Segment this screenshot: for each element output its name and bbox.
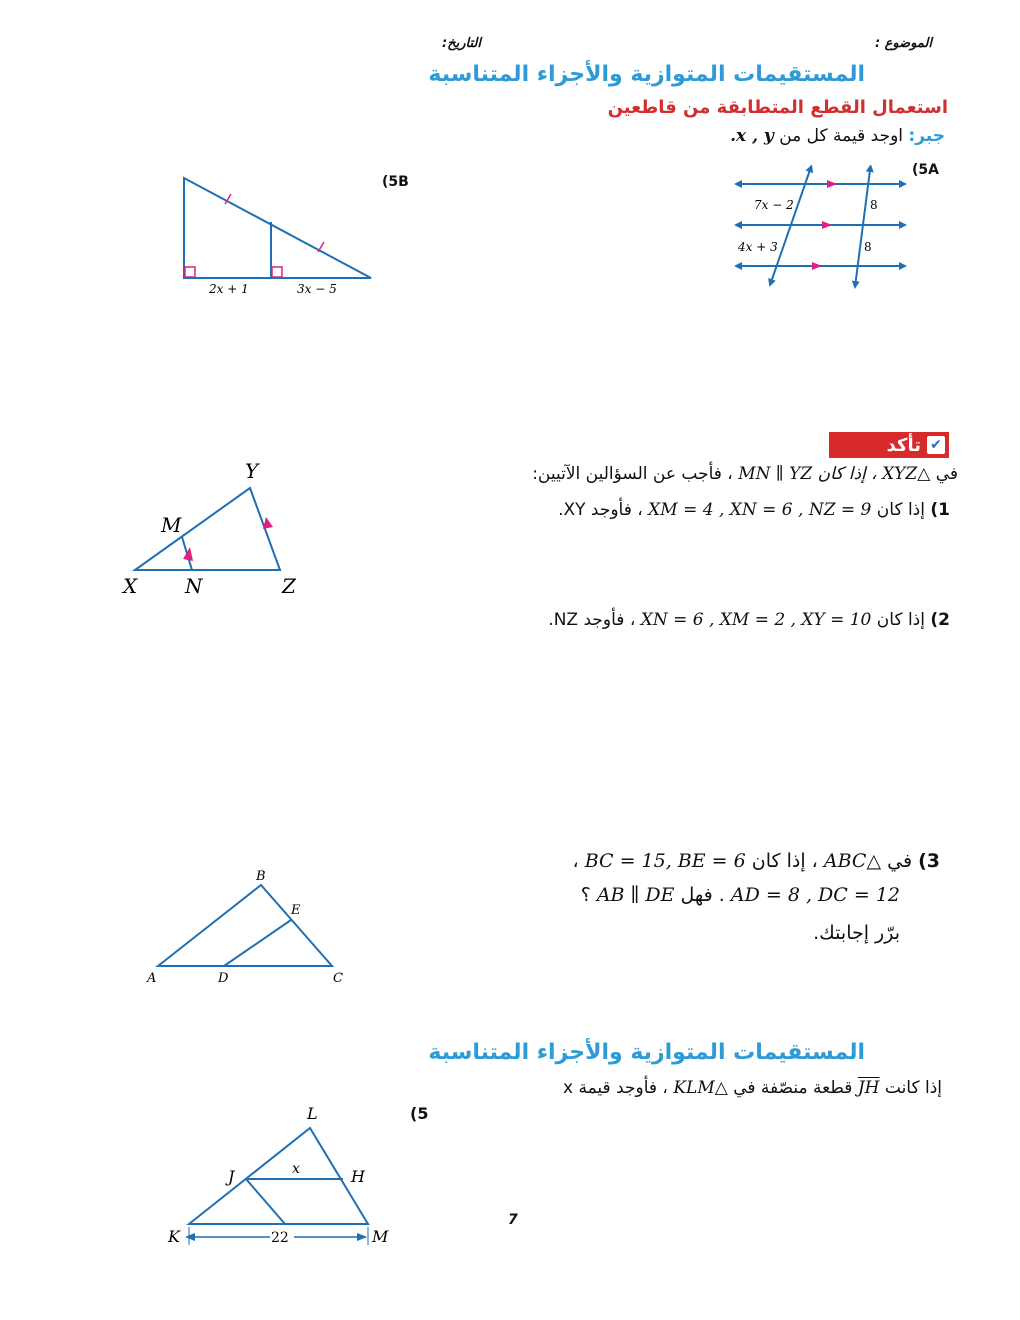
q3-line2-math2: AB ∥ DE (596, 884, 675, 906)
triangle-klm (189, 1128, 368, 1224)
section-title: المستقيمات المتوازية والأجزاء المتناسبة (428, 62, 865, 87)
section-subtitle: استعمال القطع المتطابقة من قاطعين (607, 97, 948, 118)
triangle-xyz (115, 455, 315, 600)
section-2-title: المستقيمات المتوازية والأجزاء المتناسبة (428, 1040, 865, 1065)
segment-de (224, 920, 291, 966)
exp-2x+1: 2x + 1 (209, 282, 249, 296)
question-3-line-2 (581, 884, 900, 906)
label-n: N (185, 574, 203, 598)
check-intro-pre: في (935, 464, 958, 484)
value-8-top: 8 (870, 198, 878, 212)
label-a: A (147, 971, 157, 986)
label-z: Z (282, 574, 296, 598)
q1-text: إذا كان (876, 500, 925, 520)
q1-number: 1) (930, 500, 950, 520)
s2-instruction-a: إذا كانت (884, 1078, 942, 1098)
q3-line2-b: ؟ (580, 884, 591, 906)
outer-triangle (184, 178, 371, 278)
q1-math: XM = 4 , XN = 6 , NZ = 9 (648, 500, 872, 520)
q3-line2-math: AD = 8 , DC = 12 (730, 884, 900, 906)
label-k: K (168, 1227, 180, 1246)
label-y: Y (245, 459, 259, 483)
figure-5b (175, 170, 380, 300)
s2-instruction-math2: △KLM (673, 1078, 728, 1098)
check-intro-math: △XYZ ، إذا كان MN ∥ YZ (738, 464, 931, 484)
exp-3x-5: 3x − 5 (297, 282, 337, 296)
check-intro-post: ، فأجب عن السؤالين الآتيين: (532, 464, 733, 484)
question-2 (548, 610, 950, 630)
label-m5: M (372, 1227, 389, 1246)
triangle-abc (140, 865, 350, 990)
figure-5a-label: (5A (912, 162, 939, 178)
figure-5b-label: (5B (382, 174, 409, 190)
check-badge-text: تأكد (886, 434, 921, 456)
q3-line1-b: ، إذا كان (751, 850, 818, 872)
q2-math: XN = 6 , XM = 2 , XY = 10 (640, 610, 872, 630)
figure-5 (160, 1095, 410, 1255)
q3-line1-a: في (887, 850, 913, 872)
parallel-arrow-3 (812, 262, 822, 270)
right-angle-1 (185, 267, 195, 277)
label-h: H (351, 1167, 365, 1186)
question-1 (558, 500, 950, 520)
question-3-line-1 (573, 850, 940, 872)
label-e: E (291, 903, 301, 918)
q3-number: 3) (918, 850, 940, 872)
s2-instruction-math: JH (857, 1078, 880, 1098)
figure-5-label: (5 (410, 1104, 429, 1123)
label-x: X (123, 574, 138, 598)
page-number: 7 (508, 1212, 518, 1228)
parallel-arrow-yz (263, 517, 273, 529)
q3-line1-math2: BC = 15, BE = 6 (584, 850, 746, 872)
algebra-instruction (730, 126, 945, 146)
label-d: D (218, 971, 229, 986)
label-c: C (333, 971, 343, 986)
exp-4x+3: 4x + 3 (738, 240, 778, 254)
instruction-variables: x , y. (730, 126, 774, 146)
s2-instruction-c: ، فأوجد قيمة x (563, 1078, 668, 1098)
instruction-text: اوجد قيمة كل من (779, 126, 904, 146)
transversal-1 (770, 170, 810, 285)
check-badge (829, 432, 949, 458)
label-l: L (307, 1104, 318, 1123)
checkbox-icon: ✔ (927, 436, 945, 454)
segment-j-base (246, 1179, 285, 1224)
q2-tail: ، فأوجد NZ. (548, 610, 636, 630)
triangle-outline (135, 488, 280, 570)
label-m: M (161, 513, 182, 537)
value-8-bottom: 8 (864, 240, 872, 254)
base-length: 22 (271, 1230, 289, 1246)
label-x5: x (292, 1161, 300, 1177)
section-2-instruction (563, 1078, 942, 1098)
question-3-line-3: برّر إجابتك. (813, 922, 900, 944)
date-label: التاريخ: (442, 36, 481, 51)
exp-7x-2: 7x − 2 (754, 198, 794, 212)
algebra-label: جبر: (908, 126, 945, 146)
subject-label: الموضوع : (874, 36, 932, 51)
q3-line1-c: ، (572, 850, 579, 872)
label-b: B (256, 869, 266, 884)
s2-instruction-b: قطعة منصّفة في (733, 1078, 853, 1098)
transversal-2 (855, 170, 870, 287)
check-intro (532, 464, 958, 484)
q3-line1-math1: △ABC (823, 850, 882, 872)
parallel-arrow-1 (827, 180, 837, 188)
figure-5a (730, 165, 915, 295)
q1-tail: ، فأوجد XY. (558, 500, 643, 520)
parallel-arrow-2 (822, 221, 832, 229)
parallel-arrow-mn (183, 547, 193, 561)
label-j: J (228, 1167, 235, 1186)
q2-number: 2) (930, 610, 950, 630)
q3-line2-a: . فهل (680, 884, 725, 906)
q2-text: إذا كان (876, 610, 925, 630)
right-angle-2 (272, 267, 282, 277)
triangle-abc-outline (158, 885, 332, 966)
